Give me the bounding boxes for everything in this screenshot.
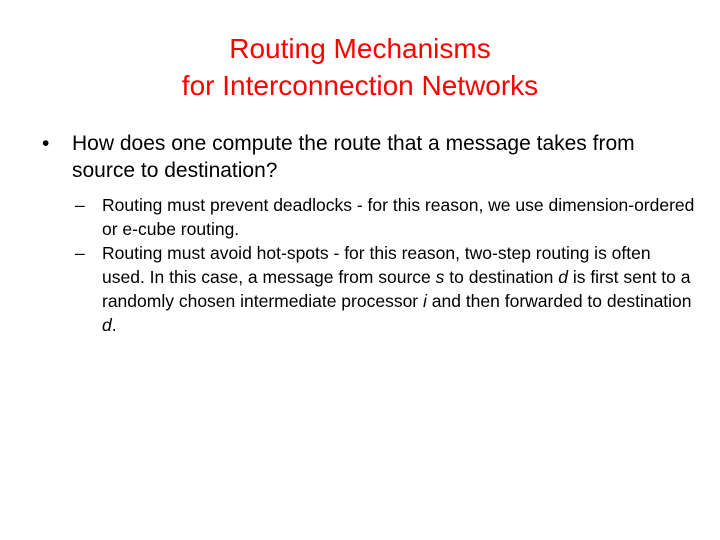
main-bullet-row — [42, 130, 682, 184]
variable-d: d — [102, 315, 112, 335]
dash-icon: – — [75, 243, 85, 263]
variable-d: d — [558, 267, 568, 287]
dash-icon: – — [75, 195, 85, 215]
sub-bullet-text-deadlocks: Routing must prevent deadlocks - for this reason, we use dimension-ordered or e-cube routing. — [102, 195, 695, 239]
text-fragment: is first sent to a randomly chosen intermediate processor — [102, 267, 691, 311]
slide-title-line-1: Routing Mechanisms — [229, 33, 491, 64]
text-fragment: and then forwarded to destination — [426, 291, 692, 311]
text-fragment: Routing must avoid hot-spots - for this reason, two-step routing is often used. In this case, a message from source — [102, 243, 651, 287]
variable-i: i — [423, 291, 427, 311]
bullet-dot-icon: • — [42, 132, 50, 155]
main-bullet-text: How does one compute the route that a message takes from source to destination? — [72, 132, 635, 182]
sub-bullet-item — [75, 193, 695, 241]
slide-title — [0, 30, 720, 104]
sub-bullet-text-hotspots — [102, 243, 692, 335]
text-fragment: . — [111, 315, 117, 335]
sub-bullet-item — [75, 241, 695, 337]
main-bullet — [42, 130, 682, 184]
sub-bullet-list — [75, 193, 695, 337]
slide-title-line-2: for Interconnection Networks — [181, 70, 539, 101]
variable-s: s — [435, 267, 445, 287]
text-fragment: to destination — [444, 267, 559, 287]
